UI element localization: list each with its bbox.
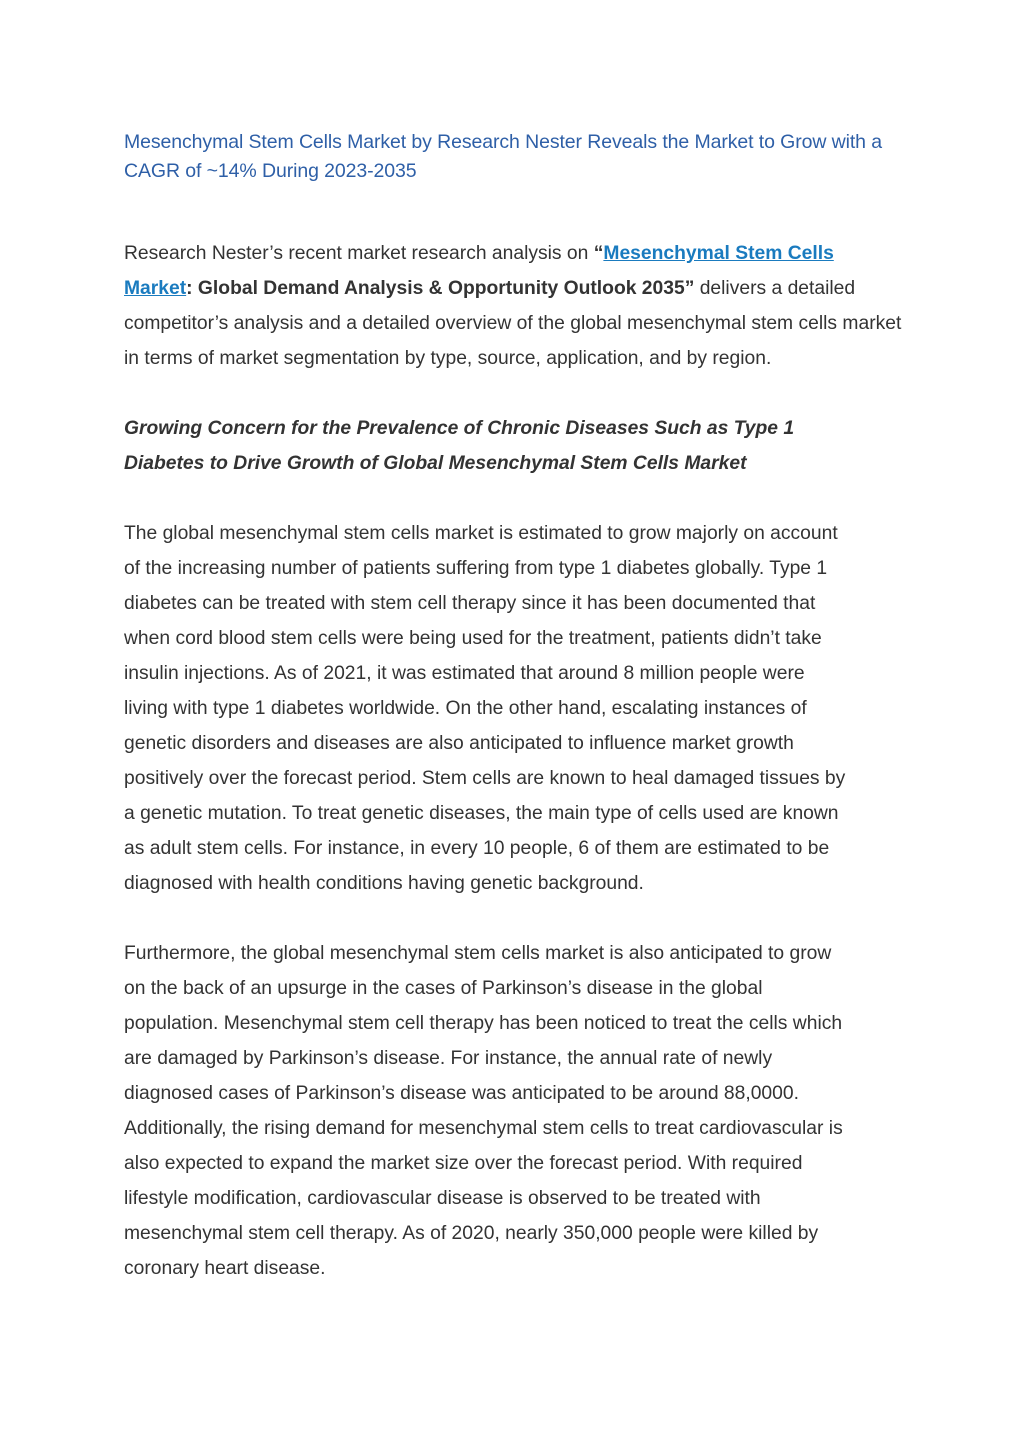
text-line: also expected to expand the market size over the forecast period. With required [124, 1153, 803, 1174]
text-line: Furthermore, the global mesenchymal stem cells market is also anticipated to grow [124, 943, 832, 964]
document-content [124, 128, 904, 1286]
title-line-2: CAGR of ~14% During 2023-2035 [124, 160, 417, 182]
subheading-line-2: Diabetes to Drive Growth of Global Mesenchymal Stem Cells Market [124, 453, 747, 474]
text-line: The global mesenchymal stem cells market is estimated to grow majorly on account [124, 523, 838, 544]
text-line: living with type 1 diabetes worldwide. On the other hand, escalating instances of [124, 698, 807, 719]
text-line: are damaged by Parkinson’s disease. For instance, the annual rate of newly [124, 1048, 773, 1069]
text-line: population. Mesenchymal stem cell therapy has been noticed to treat the cells which [124, 1013, 843, 1034]
text-line: genetic disorders and diseases are also anticipated to influence market growth [124, 733, 794, 754]
text-line: diagnosed cases of Parkinson’s disease was anticipated to be around 88,0000. [124, 1083, 799, 1104]
intro-prefix: Research Nester’s recent market research analysis on [124, 243, 594, 264]
diabetes-paragraph [124, 516, 904, 901]
title-line-1: Mesenchymal Stem Cells Market by Research Nester Reveals the Market to Grow with a [124, 131, 882, 153]
report-link-part-1: Mesenchymal Stem Cells [603, 243, 834, 264]
text-line: lifestyle modification, cardiovascular disease is observed to be treated with [124, 1188, 761, 1209]
text-line: on the back of an upsurge in the cases of Parkinson’s disease in the global [124, 978, 763, 999]
text-line: of the increasing number of patients suffering from type 1 diabetes globally. Type 1 [124, 558, 828, 579]
text-line: coronary heart disease. [124, 1258, 326, 1279]
section-subheading [124, 411, 904, 481]
text-line: Additionally, the rising demand for mesenchymal stem cells to treat cardiovascular is [124, 1118, 843, 1139]
parkinsons-paragraph [124, 936, 904, 1286]
text-line: as adult stem cells. For instance, in every 10 people, 6 of them are estimated to be [124, 838, 830, 859]
intro-paragraph [124, 236, 904, 376]
text-line: when cord blood stem cells were being used for the treatment, patients didn’t take [124, 628, 822, 649]
subheading-line-1: Growing Concern for the Prevalence of Chronic Diseases Such as Type 1 [124, 418, 795, 439]
report-name-rest: : Global Demand Analysis & Opportunity Outlook 2035” [186, 278, 695, 299]
text-line: insulin injections. As of 2021, it was estimated that around 8 million people were [124, 663, 805, 684]
text-line: diabetes can be treated with stem cell therapy since it has been documented that [124, 593, 816, 614]
report-link-part-2: Market [124, 278, 187, 299]
text-line: positively over the forecast period. Stem cells are known to heal damaged tissues by [124, 768, 846, 789]
text-line: a genetic mutation. To treat genetic diseases, the main type of cells used are known [124, 803, 839, 824]
intro-suffix: delivers a detailed competitor’s analysis and a detailed overview of the global mesenchymal stem cells market in terms of market segmentation by type, source, application, and by region. [124, 278, 902, 369]
document-title [124, 128, 904, 186]
text-line: mesenchymal stem cell therapy. As of 2020, nearly 350,000 people were killed by [124, 1223, 819, 1244]
text-line: diagnosed with health conditions having genetic background. [124, 873, 644, 894]
report-open-quote: “ [593, 243, 604, 264]
